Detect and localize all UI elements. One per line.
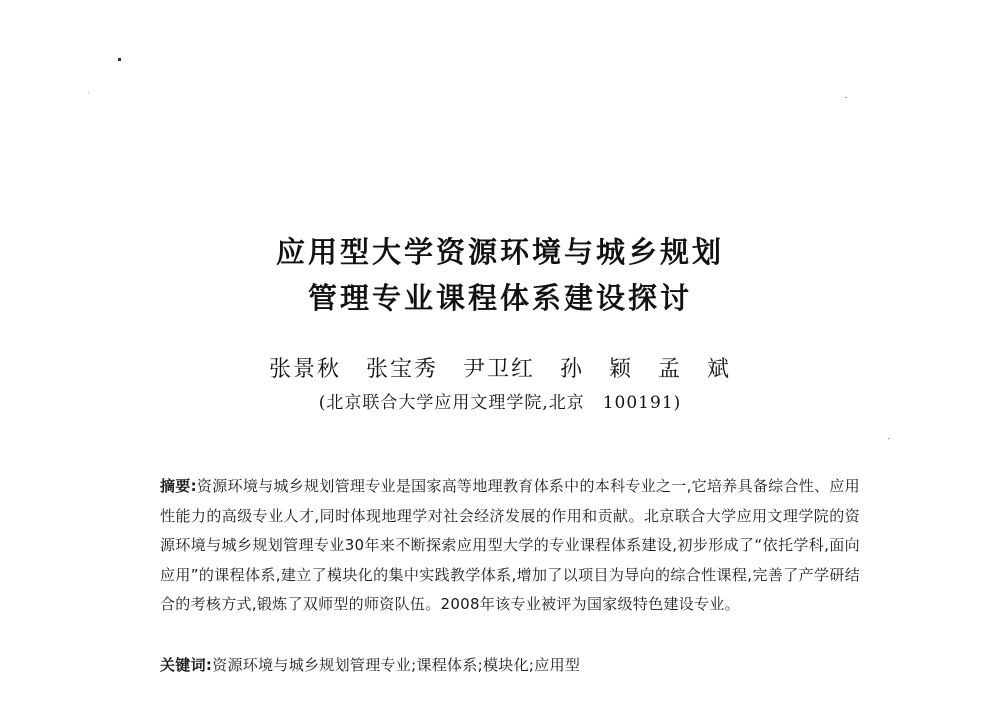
- paper-title-line-2: 管理专业课程体系建设探讨: [307, 281, 692, 315]
- affiliation: (北京联合大学应用文理学院,北京 100191): [318, 393, 682, 413]
- scan-speck: [845, 97, 847, 98]
- scan-speck: [888, 438, 890, 439]
- abstract-text: 资源环境与城乡规划管理专业是国家高等地理教育体系中的本科专业之一,它培养具备综合性、应用性能力的高级专业人才,同时体现地理学对社会经济发展的作用和贡献。北京联合大学应用文理学院的资源环境与城乡规划管理专业30年来不断探索应用型大学的专业课程体系建设,初步形成了“依托学科,面向应用”的课程体系,建立了模块化的集中实践教学体系,增加了以项目为导向的综合性课程,完善了产学研结合的考核方式,锻炼了双师型的师资队伍。2008年该专业被评为国家级特色建设专业。: [160, 477, 860, 613]
- keywords-text: 资源环境与城乡规划管理专业;课程体系;模块化;应用型: [212, 656, 581, 674]
- paper-title-line-1: 应用型大学资源环境与城乡规划: [275, 235, 724, 269]
- keywords-label: 关键词:: [160, 656, 213, 674]
- abstract-label: 摘要:: [160, 477, 197, 495]
- author-list: 张景秋 张宝秀 尹卫红 孙 颖 孟 斌: [269, 357, 731, 382]
- abstract: [160, 472, 860, 620]
- scan-speck: [118, 58, 121, 61]
- keywords: [160, 654, 860, 675]
- scan-speck: [88, 92, 89, 93]
